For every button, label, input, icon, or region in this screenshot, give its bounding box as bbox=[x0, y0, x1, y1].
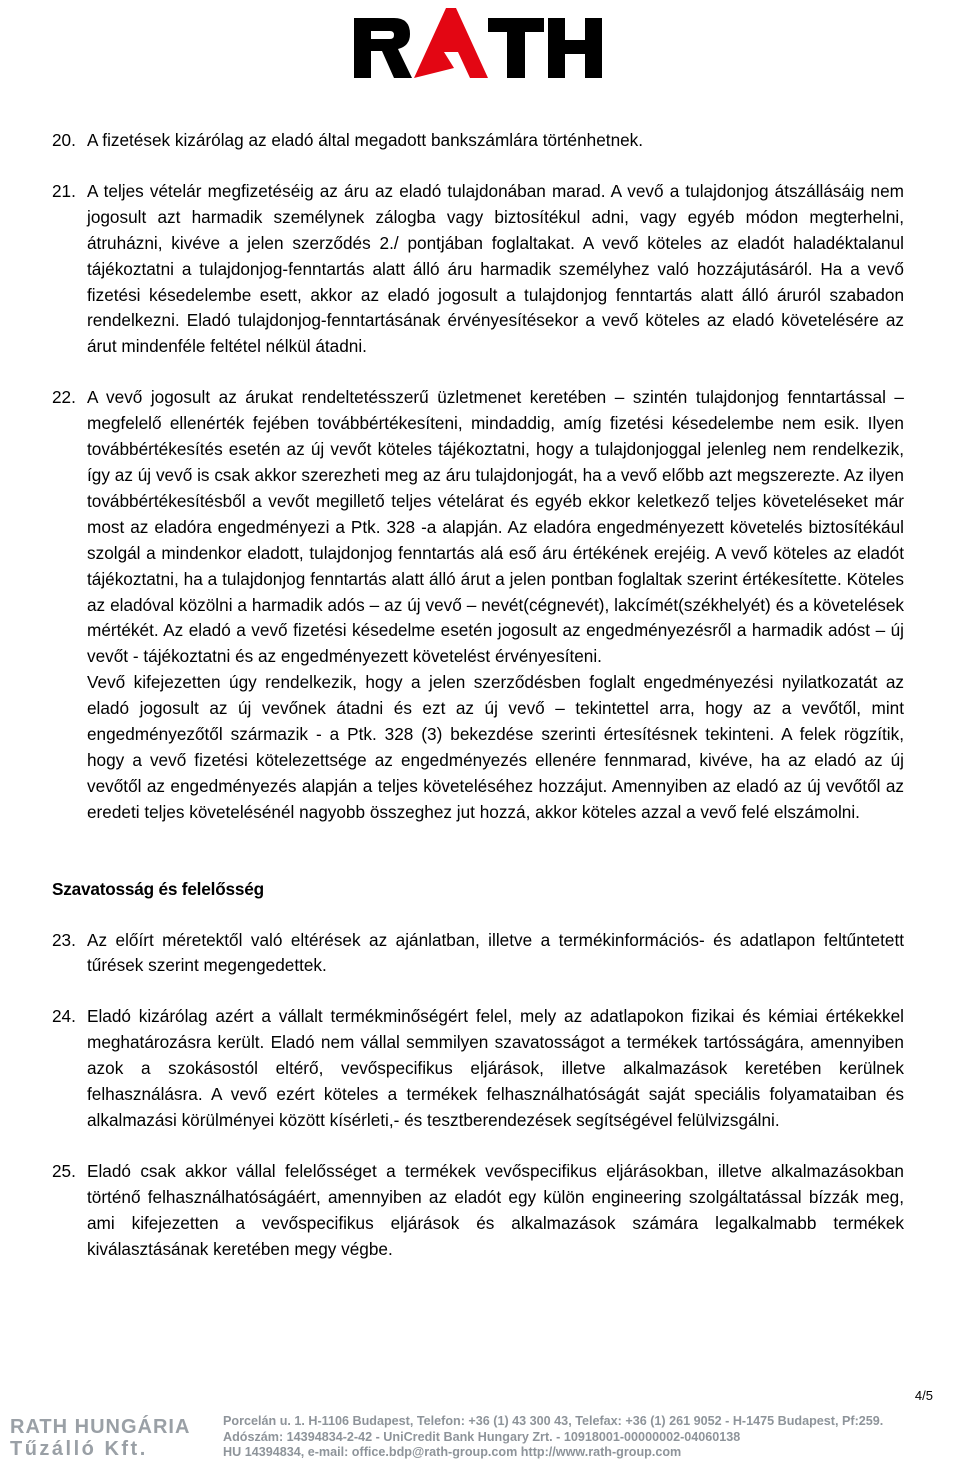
clause-paragraph: Vevő kifejezetten úgy rendelkezik, hogy a jelen szerződésben foglalt engedményezési nyilatkozatát az eladó jogosult az új vevőnek átadni és ezt az új vevő – tekintettel arra, hogy az a vevőtől, mint engedményezőtől származik - a Ptk. 328 (3) bekezdése szerinti értesítésnek tekinteni. A felek rögzítik, hogy a vevő fizetési kötelezettsége az engedményezés ellenére fennmarad, kivéve, ha az eladó az új vevőtől az engedményezés alapján a teljes követeléséhez hozzájut. Amennyiben az eladó az új vevőtől az eredeti teljes követelésénél nagyobb összeghez jut hozzá, akkor köteles azzal a vevő felé elszámolni. bbox=[87, 672, 904, 822]
clause-25 bbox=[52, 1159, 904, 1263]
page-number: 4/5 bbox=[914, 1388, 933, 1403]
clause-number: 20. bbox=[52, 130, 76, 150]
footer-address-line: Porcelán u. 1. H-1106 Budapest, Telefon: +36 (1) 43 300 43, Telefax: +36 (1) 261 9052 - H-1475 Budapest, Pf:259. bbox=[223, 1414, 884, 1428]
clause-22 bbox=[52, 385, 904, 825]
clause-paragraph: A vevő jogosult az árukat rendeltetésszerű üzletmenet keretében – szintén tulajdonjog fenntartással – megfelelő ellenérték fejében továbbértékesíteni, mindaddig, amíg fizetési késedelembe nem esik. Ilyen továbbértékesítés esetén az új vevőt köteles tájékoztatni, hogy a tulajdonjoggal jelenleg nem rendelkezik, így az új vevő is csak akkor szerezheti meg az áru tulajdonjogát, ha a vevő előbb azt megszerezte. Az ilyen továbbértékesítésből a vevőt megillető teljes vételárat és egyéb ekkor keletkező teljes követeléseket már most az eladóra engedményezi a Ptk. 328 -a alapján. Az eladóra engedményezett követelés biztosítékául szolgál a mindenkor eladott, tulajdonjog fenntartás alá eső áru értékének erejéig. A vevő köteles az eladót tájékoztatni, ha a tulajdonjog fenntartás alatt álló árut a jelen pontban foglaltak szerint értékesítette. Köteles az eladóval közölni a harmadik adós – az új vevő – nevét(cégnevét), lakcímét(székhelyét) és a követelések mértékét. Az eladó a vevő fizetési késedelme esetén jogosult az engedményezésről a harmadik adóst – új vevőt - tájékoztatni és az engedményezett követelést érvényesíteni. bbox=[87, 387, 904, 667]
clause-23 bbox=[52, 928, 904, 980]
footer-tax-line: Adószám: 14394834-2-42 - UniCredit Bank Hungary Zrt. - 10918001-00000002-04060138 bbox=[223, 1429, 741, 1444]
clause-number: 22. bbox=[52, 387, 76, 408]
clause-text: Eladó csak akkor vállal felelősséget a termékek vevőspecifikus eljárásokban, illetve alkalmazásokban történő felhasználhatóságáért, amennyiben az eladót egy külön engineering szolgáltatással bízzák meg, ami kifejezetten a vevőspecifikus eljárások és alkalmazások számára legalkalmabb termékek kiválasztásának keretében megy végbe. bbox=[87, 1160, 904, 1259]
clause-text: A teljes vételár megfizetéséig az áru az eladó tulajdonában marad. A vevő a tulajdonjog átszállásáig nem jogosult azt harmadik személynek zálogba vagy biztosítékul adni, vagy egyéb módon megterhelni, átruházni, kivéve a jelen szerződés 2./ pontjában foglaltakat. A vevő köteles az eladót haladéktalanul tájékoztatni a tulajdonjog-fenntartás alatt álló áru harmadik személyhez való hozzájutásáról. Ha a vevő fizetési késedelembe esett, akkor az eladó jogosult a tulajdonjog fenntartás alatt álló áruról szabadon rendelkezni. Eladó tulajdonjog-fenntartásának érvényesítésekor a vevő köteles az eladó követelésére az árut mindenféle feltétel nélkül átadni. bbox=[87, 180, 904, 357]
clause-text: Eladó kizárólag azért a vállalt termékminőségért felel, mely az adatlapokon fizikai és kémiai értékekkel meghatározásra került. Eladó nem vállal semmilyen szavatosságot a termékek tartósságára, amennyiben azok a szokásostól eltérő, vevőspecifikus eljárások, illetve alkalmazások keretében kerülnek felhasználásra. A vevő ezért köteles a termékek felhasználhatóságát saját speciális folyamataiban és alkalmazási körülményei között kísérleti,- és tesztberendezések segítségével felülvizsgálni. bbox=[87, 1006, 904, 1130]
footer-company-name: RATH HUNGÁRIA bbox=[10, 1416, 191, 1438]
footer-company-logo bbox=[10, 1416, 200, 1460]
page-footer bbox=[0, 1410, 960, 1466]
footer-email-line: HU 14394834, e-mail: office.bdp@rath-group.com http://www.rath-group.com bbox=[223, 1445, 682, 1459]
clause-text: A fizetések kizárólag az eladó által megadott bankszámlára történhetnek. bbox=[87, 130, 644, 150]
clause-21 bbox=[52, 179, 904, 360]
rath-logo bbox=[354, 6, 604, 80]
footer-company-subname: Tűzálló Kft. bbox=[10, 1438, 148, 1460]
terms-content bbox=[52, 128, 904, 1263]
section-heading: Szavatosság és felelősség bbox=[52, 878, 264, 899]
clause-24 bbox=[52, 1004, 904, 1134]
clause-number: 23. bbox=[52, 929, 76, 950]
clause-number: 25. bbox=[52, 1160, 76, 1181]
clause-number: 24. bbox=[52, 1006, 76, 1027]
clause-number: 21. bbox=[52, 180, 76, 201]
clause-20 bbox=[52, 128, 904, 154]
clause-text: Az előírt méretektől való eltérések az ajánlatban, illetve a termékinformációs- és adatlapon feltűntetett tűrések szerint megengedettek. bbox=[87, 929, 904, 976]
footer-contact-info bbox=[223, 1414, 955, 1461]
